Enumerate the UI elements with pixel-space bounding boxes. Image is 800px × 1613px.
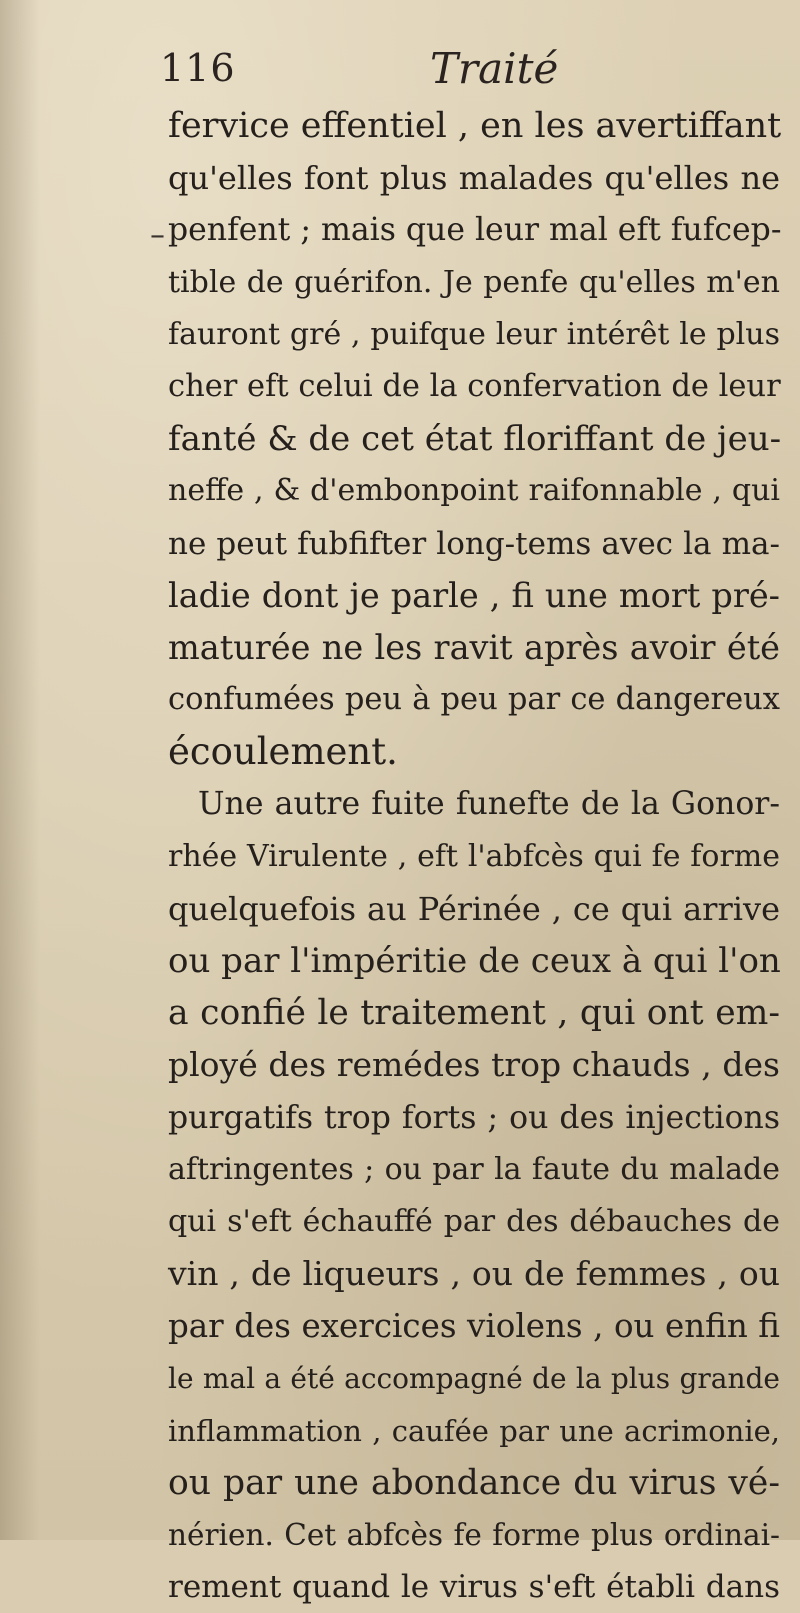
- text-line: ou par l'impéritie de ceux à qui l'on: [168, 941, 781, 981]
- text-line: ployé des remédes trop chauds , des: [168, 1045, 780, 1085]
- page-gutter-shadow: [0, 0, 40, 1540]
- text-line: rement quand le virus s'eft établi dans: [168, 1569, 780, 1606]
- text-line: a confié le traitement , qui ont em-: [168, 993, 780, 1034]
- text-line: purgatifs trop forts ; ou des injections: [168, 1099, 780, 1136]
- text-line: neffe , & d'embonpoint raifonnable , qui: [168, 473, 780, 509]
- text-line: maturée ne les ravit après avoir été: [168, 627, 780, 667]
- text-line: fanté & de cet état floriffant de jeu-: [168, 419, 782, 460]
- paragraph-start-line: Une autre fuite funefte de la Gonor-: [198, 786, 780, 823]
- text-line: ou par une abondance du virus vé-: [168, 1462, 780, 1503]
- text-line: ladie dont je parle , fi une mort pré-: [168, 575, 780, 615]
- text-line: qu'elles font plus malades qu'elles ne: [168, 159, 780, 198]
- text-line: rhée Virulente , eft l'abfcès qui fe forme: [168, 838, 780, 874]
- body-text: [168, 100, 780, 1613]
- text-line: par des exercices violens , ou enfin fi: [168, 1307, 780, 1346]
- text-line: le mal a été accompagné de la plus grande: [168, 1361, 780, 1395]
- text-line: penfent ; mais que leur mal eft fufcep-: [168, 212, 782, 249]
- text-line: nérien. Cet abfcès fe forme plus ordinai-: [168, 1518, 780, 1553]
- margin-dash-mark: –: [150, 218, 165, 253]
- text-line: écoulement.: [168, 730, 398, 774]
- text-line: vin , de liqueurs , ou de femmes , ou: [168, 1254, 780, 1294]
- text-line: confumées peu à peu par ce dangereux: [168, 682, 780, 718]
- text-line: inflammation , caufée par une acrimonie,: [168, 1413, 780, 1448]
- text-line: fauront gré , puifque leur intérêt le plus: [168, 316, 780, 352]
- text-line: aftringentes ; ou par la faute du malade: [168, 1151, 780, 1187]
- text-line: cher eft celui de la confervation de leur: [168, 368, 781, 404]
- running-head: Traité: [430, 44, 559, 93]
- page-header: [160, 46, 780, 96]
- text-line: ne peut fubfifter long-tems avec la ma-: [168, 525, 780, 562]
- text-line: quelquefois au Périnée , ce qui arrive: [168, 889, 780, 928]
- page-number: 116: [160, 46, 236, 90]
- text-line: qui s'eft échauffé par des débauches de: [168, 1203, 780, 1239]
- text-line: tible de guérifon. Je penfe qu'elles m'en: [168, 264, 780, 300]
- text-line: fervice effentiel , en les avertiffant: [168, 106, 782, 146]
